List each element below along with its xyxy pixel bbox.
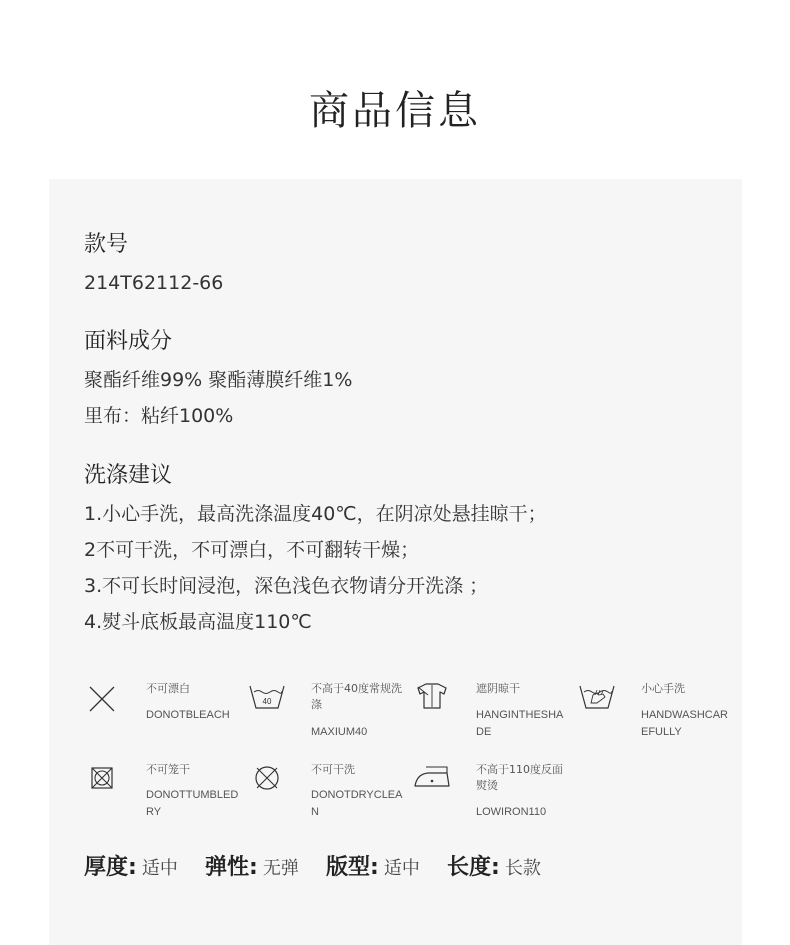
care-symbol-en: HANDWASHCAREFULLY (641, 709, 728, 738)
care-symbol-cn: 不高于110度反面熨烫 (476, 763, 563, 792)
attr-label: 长度: (447, 855, 500, 880)
care-line: 3.不可长时间浸泡，深色浅色衣物请分开洗涤 ； (84, 575, 489, 597)
attr-value: 适中 (383, 858, 420, 879)
care-symbol-cn: 遮阴晾干 (476, 682, 520, 695)
page-title: 商品信息 (309, 88, 481, 134)
care-symbol-en: DONOTTUMBLEDRY (146, 789, 239, 818)
care-heading: 洗涤建议 (84, 463, 173, 488)
style-no-heading: 款号 (84, 232, 129, 257)
care-line: 1.小心手洗，最高洗涤温度40℃，在阴凉处悬挂晾干； (84, 503, 547, 525)
attr-thickness (84, 851, 178, 886)
attr-fit (326, 851, 420, 886)
attr-label: 版型: (326, 855, 379, 880)
product-attributes (84, 851, 563, 886)
care-symbol-en: MAXIUM40 (311, 726, 368, 738)
attr-label: 弹性: (205, 855, 258, 880)
attr-value: 长款 (504, 858, 541, 879)
care-symbol-cn: 不可漂白 (146, 682, 190, 695)
dry-in-shade-icon (414, 681, 450, 717)
fabric-line: 里布：粘纤100% (84, 405, 234, 427)
care-symbol-en: DONOTDRYCLEAN (311, 789, 403, 818)
wash-40-icon (249, 681, 285, 717)
no-bleach-icon (84, 681, 120, 717)
style-no-value: 214T62112-66 (84, 272, 224, 294)
wash-temp-label: 40 (262, 697, 272, 706)
care-symbol-cn: 不可干洗 (311, 763, 355, 776)
care-symbol-cn: 不高于40度常规洗涤 (311, 682, 402, 711)
iron-low-icon (414, 762, 450, 798)
care-symbol-en: HANGINTHESHADE (476, 709, 564, 738)
care-symbol-en: LOWIRON110 (476, 806, 547, 818)
care-line: 4.熨斗底板最高温度110℃ (84, 611, 312, 633)
attr-elasticity (205, 851, 299, 886)
attr-value: 无弹 (262, 858, 299, 879)
fabric-line: 聚酯纤维99% 聚酯薄膜纤维1% (84, 369, 353, 391)
attr-value: 适中 (141, 858, 178, 879)
no-tumble-dry-icon (84, 762, 120, 798)
hand-wash-icon (579, 681, 615, 717)
care-symbol-en: DONOTBLEACH (146, 709, 230, 721)
care-symbol-cn: 不可笼干 (146, 763, 190, 776)
no-dry-clean-icon (249, 762, 285, 798)
care-line: 2不可干洗，不可漂白，不可翻转干燥； (84, 539, 420, 561)
care-symbol-cn: 小心手洗 (641, 682, 685, 695)
attr-length (447, 851, 541, 886)
product-info-panel (49, 179, 742, 945)
fabric-heading: 面料成分 (84, 329, 173, 354)
attr-label: 厚度: (84, 855, 137, 880)
